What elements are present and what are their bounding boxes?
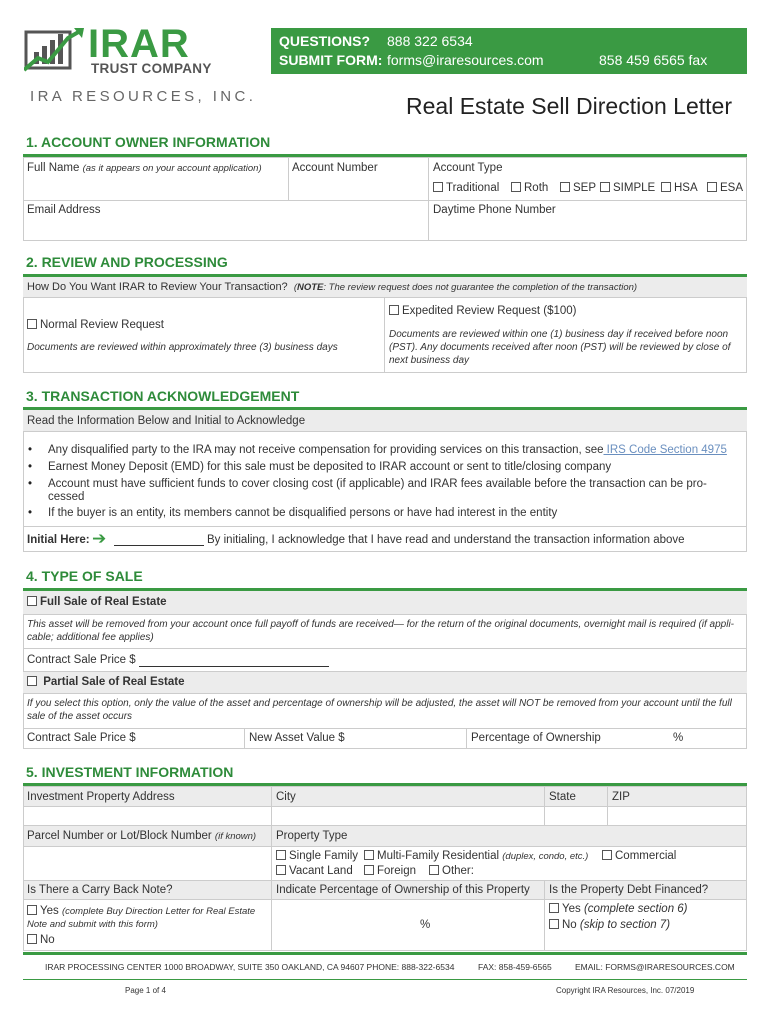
section-3-title: 3. TRANSACTION ACKNOWLEDGEMENT [26, 388, 300, 404]
carry-back-yes[interactable]: Yes (complete Buy Direction Letter for Real Estate Note and submit with this form) [27, 905, 256, 930]
phone-label: Daytime Phone Number [433, 204, 556, 216]
property-type-multi[interactable]: Multi-Family Residential (duplex, condo, etc.) [364, 850, 588, 862]
arrow-right-icon: ➔ [92, 529, 107, 548]
questions-phone[interactable]: 888 322 6534 [387, 33, 473, 49]
initial-input[interactable] [114, 533, 204, 546]
new-asset-value-label: New Asset Value $ [249, 732, 345, 744]
footer-rule-thin [23, 979, 747, 980]
debt-financed-yes[interactable]: Yes (complete section 6) [549, 903, 688, 915]
property-type-field [271, 825, 747, 881]
property-address-field[interactable] [23, 786, 272, 826]
initial-text: By initialing, I acknowledge that I have read and understand the transaction information above [207, 534, 685, 546]
section-1-title: 1. ACCOUNT OWNER INFORMATION [26, 134, 271, 150]
property-type-vacant[interactable]: Vacant Land [276, 865, 353, 877]
footer-rule [23, 952, 747, 955]
indicate-pct-label: Indicate Percentage of Ownership of this Property [276, 884, 530, 896]
checkbox-icon[interactable] [433, 182, 443, 192]
checkbox-icon[interactable] [389, 305, 399, 315]
review-question: How Do You Want IRAR to Review Your Transaction? [27, 281, 288, 293]
pct-sign: % [673, 732, 684, 744]
city-label: City [276, 791, 296, 803]
section-2-title: 2. REVIEW AND PROCESSING [26, 254, 228, 270]
indicate-pct-field[interactable] [271, 880, 545, 951]
checkbox-icon[interactable] [600, 182, 610, 192]
full-name-note: (as it appears on your account application) [82, 163, 262, 174]
parcel-label: Parcel Number or Lot/Block Number [27, 830, 212, 842]
partial-sale-desc: If you select this option, only the value of the asset and percentage of ownership will be adjusted, the asset will NOT be removed from your account until the full sale of the asset occurs [27, 698, 732, 722]
expedited-review-option[interactable] [384, 298, 747, 373]
contract-price-input[interactable] [139, 653, 329, 667]
submit-label: SUBMIT FORM: [279, 52, 383, 68]
checkbox-icon[interactable] [276, 850, 286, 860]
checkbox-icon[interactable] [560, 182, 570, 192]
parcel-field[interactable] [23, 825, 272, 881]
account-type-traditional[interactable]: Traditional [433, 182, 499, 194]
zip-field[interactable] [607, 786, 747, 826]
state-field[interactable] [544, 786, 608, 826]
checkbox-icon[interactable] [27, 319, 37, 329]
partial-sale-label: Partial Sale of Real Estate [43, 676, 185, 688]
initial-label: Initial Here: [27, 534, 90, 546]
logo-main-text: IRAR [88, 22, 190, 66]
footer-address: IRAR PROCESSING CENTER 1000 BROADWAY, SUITE 350 OAKLAND, CA 94607 PHONE: 888-322-6534 [45, 962, 455, 972]
section-4-title: 4. TYPE OF SALE [26, 568, 143, 584]
page-number: Page 1 of 4 [125, 986, 166, 995]
indicate-pct-sign: % [420, 919, 431, 931]
checkbox-icon[interactable] [27, 934, 37, 944]
email-field[interactable] [23, 200, 429, 241]
acknowledge-bar-text: Read the Information Below and Initial to Acknowledge [27, 415, 306, 427]
account-type-simple[interactable]: SIMPLE [600, 182, 655, 194]
ack-item-2: Earnest Money Deposit (EMD) for this sale must be deposited to IRAR account or sent to title/closing company [48, 461, 612, 473]
partial-sale-bar[interactable] [23, 672, 747, 694]
account-type-hsa[interactable]: HSA [661, 182, 698, 194]
partial-sale-desc-box [23, 694, 747, 728]
checkbox-icon[interactable] [549, 903, 559, 913]
full-sale-desc-box [23, 615, 747, 648]
page-title: Real Estate Sell Direction Letter [406, 93, 732, 119]
footer-fax: FAX: 858-459-6565 [478, 962, 552, 972]
section-5-title: 5. INVESTMENT INFORMATION [26, 764, 234, 780]
ack-item-3: Account must have sufficient funds to cover closing cost (if applicable) and IRAR fees available before the transaction can be pro-cessed [48, 478, 707, 503]
debt-financed-no[interactable]: No (skip to section 7) [549, 919, 670, 931]
chart-logo-icon [24, 26, 86, 76]
copyright: Copyright IRA Resources, Inc. 07/2019 [556, 986, 695, 995]
ack-item-1: Any disqualified party to the IRA may not receive compensation for providing services on this transaction, see IRS Code Section 4975 [48, 444, 727, 456]
carry-back-label: Is There a Carry Back Note? [27, 884, 173, 896]
property-type-foreign[interactable]: Foreign [364, 865, 416, 877]
account-number-field[interactable] [288, 157, 429, 201]
initial-row [23, 526, 747, 552]
checkbox-icon[interactable] [27, 676, 37, 686]
account-type-esa[interactable]: ESA [707, 182, 743, 194]
checkbox-icon[interactable] [661, 182, 671, 192]
phone-field[interactable] [428, 200, 747, 241]
expedited-review-desc: Documents are reviewed within one (1) business day if received before noon (PST). Any documents received after noon (PST) will be reviewed by close of next business day [389, 329, 731, 366]
pct-ownership-field[interactable] [466, 728, 747, 749]
logo-sub-text: TRUST COMPANY [91, 61, 212, 76]
property-type-other[interactable]: Other: [429, 865, 474, 877]
fax-number: 858 459 6565 fax [599, 52, 708, 68]
full-name-field[interactable] [23, 157, 289, 201]
partial-contract-price-label: Contract Sale Price $ [27, 732, 136, 744]
property-type-commercial[interactable]: Commercial [602, 850, 676, 862]
carry-back-field [23, 880, 272, 951]
property-type-label: Property Type [276, 830, 348, 842]
property-type-single[interactable]: Single Family [276, 850, 358, 862]
email-label: Email Address [27, 204, 101, 216]
state-label: State [549, 791, 576, 803]
acknowledge-bar [23, 410, 747, 432]
debt-financed-field [544, 880, 747, 951]
full-sale-bar[interactable] [23, 591, 747, 615]
full-name-label: Full Name [27, 162, 80, 174]
partial-contract-price-field[interactable] [23, 728, 245, 749]
review-question-bar: How Do You Want IRAR to Review Your Transaction? (NOTE: The review request does not guarantee the completion of the transaction) [23, 277, 747, 298]
property-address-label: Investment Property Address [27, 791, 175, 803]
full-sale-desc: This asset will be removed from your account once full payoff of funds are received— for the return of the original documents, overnight mail is required (if appli-cable; additional fee applies) [27, 619, 735, 643]
normal-review-desc: Documents are reviewed within approximately three (3) business days [27, 342, 338, 353]
contract-price-label: Contract Sale Price $ [27, 654, 136, 666]
checkbox-icon[interactable] [364, 850, 374, 860]
company-logo [24, 22, 224, 82]
pct-ownership-label: Percentage of Ownership [471, 732, 601, 744]
checkbox-icon[interactable] [27, 596, 37, 606]
submit-email[interactable]: forms@iraresources.com [387, 52, 544, 68]
ack-item-4: If the buyer is an entity, its members cannot be disqualified persons or have had interest in the entity [48, 507, 558, 519]
checkbox-icon[interactable] [549, 919, 559, 929]
contact-box [271, 28, 747, 74]
debt-financed-label: Is the Property Debt Financed? [549, 884, 709, 896]
carry-back-no[interactable]: No [27, 934, 55, 946]
checkbox-icon[interactable] [27, 905, 37, 915]
checkbox-icon[interactable] [511, 182, 521, 192]
zip-label: ZIP [612, 791, 630, 803]
account-type-label: Account Type [433, 162, 503, 174]
checkbox-icon[interactable] [602, 850, 612, 860]
expedited-review-label: Expedited Review Request ($100) [402, 305, 577, 317]
account-number-label: Account Number [292, 162, 378, 174]
ira-resources-text: IRA RESOURCES, INC. [30, 88, 257, 105]
contract-price-row [23, 648, 747, 672]
checkbox-icon[interactable] [364, 865, 374, 875]
irs-code-link[interactable]: IRS Code Section 4975 [603, 444, 727, 456]
city-field[interactable] [271, 786, 545, 826]
normal-review-label: Normal Review Request [40, 319, 164, 331]
checkbox-icon[interactable] [707, 182, 717, 192]
account-type-sep[interactable]: SEP [560, 182, 596, 194]
account-type-field [428, 157, 747, 201]
new-asset-value-field[interactable] [244, 728, 467, 749]
checkbox-icon[interactable] [429, 865, 439, 875]
parcel-note: (if known) [214, 831, 257, 842]
questions-label: QUESTIONS? [279, 33, 371, 49]
normal-review-option[interactable] [23, 298, 385, 373]
full-sale-label: Full Sale of Real Estate [40, 596, 167, 608]
account-type-roth[interactable]: Roth [511, 182, 548, 194]
footer-email: EMAIL: FORMS@IRARESOURCES.COM [575, 962, 735, 972]
checkbox-icon[interactable] [276, 865, 286, 875]
